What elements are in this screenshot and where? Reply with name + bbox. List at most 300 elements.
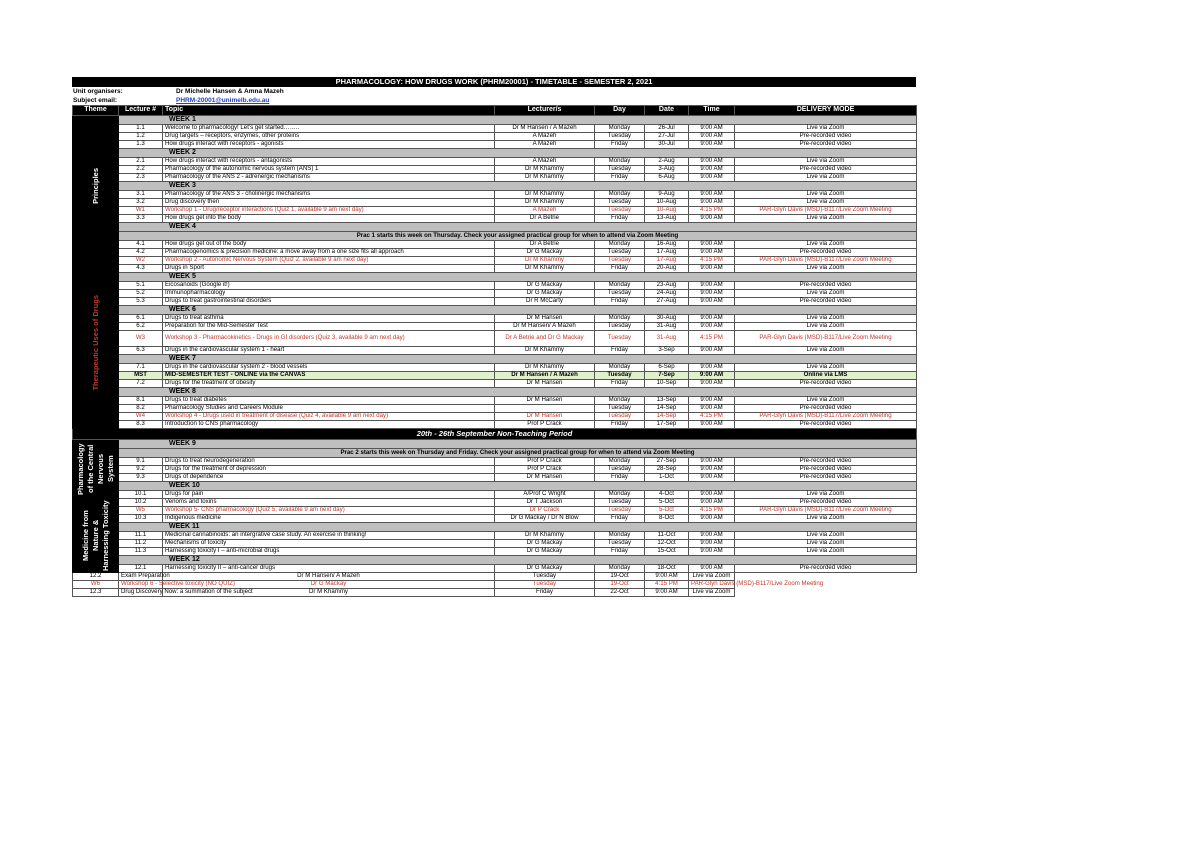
delivery-mode: Live via Zoom bbox=[735, 532, 917, 540]
lecture-number: 1.2 bbox=[119, 133, 163, 141]
lecture-number: 11.2 bbox=[119, 540, 163, 548]
lecturer: Dr M Hansen bbox=[495, 315, 595, 323]
day: Friday bbox=[595, 515, 645, 523]
topic: Pharmacology of the autonomic nervous system (ANS) 1 bbox=[163, 166, 495, 174]
day: Monday bbox=[595, 282, 645, 290]
day: Friday bbox=[595, 380, 645, 388]
time: 9:00 AM bbox=[689, 249, 735, 257]
delivery-mode: Live via Zoom bbox=[735, 174, 917, 182]
lecture-number: 6.1 bbox=[119, 315, 163, 323]
topic: Drugs in the cardiovascular system 1 - heart bbox=[163, 347, 495, 355]
time: 9:00 AM bbox=[689, 241, 735, 249]
lecturer: Dr G Mackay bbox=[495, 249, 595, 257]
time: 9:00 AM bbox=[689, 133, 735, 141]
lecture-row bbox=[73, 548, 917, 556]
day: Friday bbox=[595, 474, 645, 482]
time: 9:00 AM bbox=[689, 397, 735, 405]
topic: How drugs interact with receptors - agonists bbox=[163, 141, 495, 149]
delivery-mode: Pre-recorded video bbox=[735, 133, 917, 141]
delivery-mode: Live via Zoom bbox=[735, 199, 917, 207]
delivery-mode: Live via Zoom bbox=[735, 491, 917, 499]
topic: Harnessing toxicity I – anti-microbial drugs bbox=[163, 548, 495, 556]
day: Monday bbox=[595, 397, 645, 405]
delivery-mode: Pre-recorded video bbox=[735, 405, 917, 413]
day: Tuesday bbox=[595, 199, 645, 207]
lecture-number: 4.3 bbox=[119, 265, 163, 273]
lecture-row bbox=[73, 323, 917, 331]
delivery-mode: Pre-recorded video bbox=[735, 474, 917, 482]
week-label bbox=[119, 223, 917, 232]
theme-cell bbox=[73, 440, 119, 499]
lecturer: Prof P Crack bbox=[495, 421, 595, 429]
lecturer: Dr P Crack bbox=[495, 507, 595, 515]
delivery-mode: PAR-Glyn Davis (MSD)-B117/Live Zoom Meeting bbox=[735, 257, 917, 265]
time: 9:00 AM bbox=[689, 199, 735, 207]
topic: Workshop 6 - Selective toxicity (NO QUIZ) bbox=[119, 581, 163, 589]
day: Friday bbox=[595, 215, 645, 223]
delivery-mode: Pre-recorded video bbox=[735, 458, 917, 466]
day: Monday bbox=[595, 458, 645, 466]
date: 17-Aug bbox=[645, 249, 689, 257]
time: 9:00 AM bbox=[689, 499, 735, 507]
lecture-row bbox=[73, 515, 917, 523]
theme-label: Medicine from Nature & Harnessing Toxicity bbox=[80, 500, 110, 571]
time: 9:00 AM bbox=[689, 458, 735, 466]
lecture-number: 8.2 bbox=[119, 405, 163, 413]
theme-cell bbox=[73, 499, 119, 573]
email-label: Subject email: bbox=[73, 97, 118, 104]
col-lecturers: Lecturer/s bbox=[495, 106, 595, 116]
week-label bbox=[119, 306, 917, 315]
time: 9:00 AM bbox=[689, 380, 735, 388]
delivery-mode: Live via Zoom bbox=[735, 515, 917, 523]
day: Tuesday bbox=[595, 133, 645, 141]
lecture-row bbox=[73, 565, 917, 573]
delivery-mode: Pre-recorded video bbox=[735, 166, 917, 174]
lecture-number: W2 bbox=[119, 257, 163, 265]
day: Tuesday bbox=[595, 466, 645, 474]
time: 9:00 AM bbox=[689, 215, 735, 223]
lecturer: A Mazeh bbox=[495, 141, 595, 149]
date: 3-Aug bbox=[645, 166, 689, 174]
date: 17-Aug bbox=[645, 257, 689, 265]
col-day: Day bbox=[595, 106, 645, 116]
date: 14-Sep bbox=[645, 405, 689, 413]
lecture-number: W3 bbox=[119, 331, 163, 347]
lecture-number: 1.1 bbox=[119, 125, 163, 133]
lecture-row bbox=[73, 380, 917, 388]
day: Tuesday bbox=[495, 573, 595, 581]
delivery-mode: Pre-recorded video bbox=[735, 141, 917, 149]
delivery-mode: Live via Zoom bbox=[689, 573, 735, 581]
day: Friday bbox=[595, 298, 645, 306]
time: 9:00 AM bbox=[689, 323, 735, 331]
lecturer: A Mazeh bbox=[495, 158, 595, 166]
lecturer: A Mazeh bbox=[495, 133, 595, 141]
day: Tuesday bbox=[595, 372, 645, 380]
delivery-mode: Live via Zoom bbox=[735, 315, 917, 323]
date: 19-Oct bbox=[595, 581, 645, 589]
lecturer: Dr M Hansen bbox=[495, 380, 595, 388]
time: 9:00 AM bbox=[689, 125, 735, 133]
date: 10-Sep bbox=[645, 380, 689, 388]
date: 7-Sep bbox=[645, 372, 689, 380]
lecturer: A Mazeh bbox=[495, 207, 595, 215]
topic: Workshop 3 - Pharmacokinetics - Drugs in GI disorders (Quiz 3, available 9 am next day) bbox=[163, 331, 495, 347]
organisers-value: Dr Michelle Hansen & Amna Mazeh bbox=[176, 88, 284, 95]
delivery-mode: Live via Zoom bbox=[735, 215, 917, 223]
week-row bbox=[73, 306, 917, 315]
date: 1-Oct bbox=[645, 474, 689, 482]
delivery-mode: Live via Zoom bbox=[735, 290, 917, 298]
topic: Drugs for the treatment of depression bbox=[163, 466, 495, 474]
time: 9:00 AM bbox=[689, 315, 735, 323]
time: 4:15 PM bbox=[645, 581, 689, 589]
lecture-number: 3.1 bbox=[119, 191, 163, 199]
time: 4:15 PM bbox=[689, 207, 735, 215]
lecturer: Dr A Betrie bbox=[495, 241, 595, 249]
delivery-mode: Live via Zoom bbox=[735, 540, 917, 548]
topic: Drugs to treat neurodegeneration bbox=[163, 458, 495, 466]
day: Monday bbox=[595, 565, 645, 573]
prac-banner-row bbox=[73, 449, 917, 458]
time: 9:00 AM bbox=[689, 372, 735, 380]
time: 9:00 AM bbox=[689, 290, 735, 298]
day: Tuesday bbox=[595, 540, 645, 548]
lecture-number: 5.1 bbox=[119, 282, 163, 290]
date: 9-Aug bbox=[645, 191, 689, 199]
lecture-number: 2.1 bbox=[119, 158, 163, 166]
delivery-mode: Pre-recorded video bbox=[735, 466, 917, 474]
date: 13-Sep bbox=[645, 397, 689, 405]
day: Tuesday bbox=[595, 499, 645, 507]
lecture-number: 6.2 bbox=[119, 323, 163, 331]
day: Monday bbox=[595, 491, 645, 499]
lecture-number: 11.3 bbox=[119, 548, 163, 556]
date: 31-Aug bbox=[645, 323, 689, 331]
date: 2-Aug bbox=[645, 158, 689, 166]
lecturer: Dr M Khammy bbox=[495, 347, 595, 355]
date: 27-Jul bbox=[645, 133, 689, 141]
topic: How drugs get into the body bbox=[163, 215, 495, 223]
week-label-text: WEEK 5 bbox=[169, 272, 196, 280]
lecturer: Dr M Khammy bbox=[495, 364, 595, 372]
date: 10-Aug bbox=[645, 207, 689, 215]
time: 9:00 AM bbox=[689, 174, 735, 182]
week-label bbox=[119, 482, 917, 491]
delivery-mode: Pre-recorded video bbox=[735, 499, 917, 507]
lecture-row bbox=[73, 215, 917, 223]
lecturer: Dr G Mackay bbox=[495, 548, 595, 556]
topic: Immunopharmacology bbox=[163, 290, 495, 298]
delivery-mode: Live via Zoom bbox=[735, 347, 917, 355]
header-row bbox=[73, 106, 917, 116]
date: 18-Oct bbox=[645, 565, 689, 573]
delivery-mode: Live via Zoom bbox=[735, 323, 917, 331]
time: 9:00 AM bbox=[689, 141, 735, 149]
topic: How drugs get out of the body bbox=[163, 241, 495, 249]
lecture-row bbox=[73, 347, 917, 355]
topic: MID-SEMESTER TEST - ONLINE via the CANVAS bbox=[163, 372, 495, 380]
lecturer: Dr A Betrie bbox=[495, 215, 595, 223]
week-row bbox=[73, 116, 917, 125]
delivery-mode: Live via Zoom bbox=[735, 241, 917, 249]
lecture-row bbox=[73, 421, 917, 429]
lecture-row bbox=[73, 141, 917, 149]
lecture-number: 2.2 bbox=[119, 166, 163, 174]
day: Tuesday bbox=[495, 581, 595, 589]
lecturer: Dr G Mackay / Dr N Blow bbox=[495, 515, 595, 523]
date: 6-Aug bbox=[645, 174, 689, 182]
workshop-row bbox=[73, 331, 917, 347]
lecturer: Dr G Mackay bbox=[495, 540, 595, 548]
topic: Workshop 5- CNS pharmacology (Quiz 5, available 9 am next day) bbox=[163, 507, 495, 515]
col-theme: Theme bbox=[73, 106, 119, 116]
topic: Introduction to CNS pharmacology bbox=[163, 421, 495, 429]
date: 16-Aug bbox=[645, 241, 689, 249]
week-row bbox=[73, 440, 917, 449]
week-row bbox=[73, 149, 917, 158]
topic: Drugs to treat gastrointestinal disorders bbox=[163, 298, 495, 306]
day: Monday bbox=[595, 364, 645, 372]
delivery-mode: Live via Zoom bbox=[735, 191, 917, 199]
lecturer: Dr M Hansen bbox=[495, 413, 595, 421]
delivery-mode: Live via Zoom bbox=[735, 364, 917, 372]
day: Tuesday bbox=[595, 331, 645, 347]
lecture-number: 9.1 bbox=[119, 458, 163, 466]
week-label-text: WEEK 3 bbox=[169, 181, 196, 189]
week-row bbox=[73, 355, 917, 364]
week-label bbox=[119, 182, 917, 191]
lecturer: Dr G Mackay bbox=[163, 581, 495, 589]
time: 9:00 AM bbox=[689, 466, 735, 474]
delivery-mode: Live via Zoom bbox=[735, 265, 917, 273]
topic: Drug targets – receptors, enzymes, other proteins bbox=[163, 133, 495, 141]
prac-banner-row bbox=[73, 232, 917, 241]
date: 11-Oct bbox=[645, 532, 689, 540]
delivery-mode: Live via Zoom bbox=[735, 548, 917, 556]
week-label-text: WEEK 11 bbox=[169, 522, 200, 530]
topic: Workshop 1 - Drug/receptor interactions (Quiz 1, available 9 am next day) bbox=[163, 207, 495, 215]
week-row bbox=[73, 556, 917, 565]
time: 4:15 PM bbox=[689, 507, 735, 515]
delivery-mode: Online via LMS bbox=[735, 372, 917, 380]
date: 17-Sep bbox=[645, 421, 689, 429]
week-row bbox=[73, 273, 917, 282]
day: Friday bbox=[595, 265, 645, 273]
week-label-text: WEEK 10 bbox=[169, 481, 200, 489]
week-label bbox=[119, 116, 917, 125]
week-row bbox=[73, 482, 917, 491]
lecture-number: MST bbox=[119, 372, 163, 380]
lecturer: Dr G Mackay bbox=[495, 282, 595, 290]
day: Tuesday bbox=[595, 507, 645, 515]
lecture-number: 4.1 bbox=[119, 241, 163, 249]
week-label-text: WEEK 6 bbox=[169, 305, 196, 313]
time: 9:00 AM bbox=[689, 347, 735, 355]
col-lecture: Lecture # bbox=[119, 106, 163, 116]
prac-banner: Prac 1 starts this week on Thursday. Check your assigned practical group for when to attend via Zoom Meeting bbox=[119, 232, 917, 241]
topic: Venoms and toxins bbox=[163, 499, 495, 507]
week-label-text: WEEK 4 bbox=[169, 222, 196, 230]
topic: Welcome to pharmacology! Let’s get started…….. bbox=[163, 125, 495, 133]
topic: Eicosanoids (Google it!) bbox=[163, 282, 495, 290]
day: Friday bbox=[595, 421, 645, 429]
organisers-row bbox=[72, 87, 916, 96]
day: Tuesday bbox=[595, 323, 645, 331]
delivery-mode: Live via Zoom bbox=[689, 589, 735, 597]
topic: Medicinal cannabinoids: an intergrative case study. An exercise in thinking! bbox=[163, 532, 495, 540]
lecture-row bbox=[73, 265, 917, 273]
date: 22-Oct bbox=[595, 589, 645, 597]
lecture-number: 9.2 bbox=[119, 466, 163, 474]
time: 9:00 AM bbox=[689, 548, 735, 556]
time: 4:15 PM bbox=[689, 331, 735, 347]
delivery-mode: Pre-recorded video bbox=[735, 565, 917, 573]
delivery-mode: Pre-recorded video bbox=[735, 380, 917, 388]
lecturer: Dr M Hansen bbox=[495, 474, 595, 482]
lecture-number: 6.3 bbox=[119, 347, 163, 355]
theme-label: Pharmacology of the Central Nervous System bbox=[75, 443, 115, 495]
topic: Drug discovery then bbox=[163, 199, 495, 207]
delivery-mode: Live via Zoom bbox=[735, 397, 917, 405]
day: Tuesday bbox=[595, 249, 645, 257]
delivery-mode: Live via Zoom bbox=[735, 158, 917, 166]
time: 4:15 PM bbox=[689, 257, 735, 265]
topic: Pharmacology of the ANS 2 - adrenergic mechanisms bbox=[163, 174, 495, 182]
day: Monday bbox=[595, 191, 645, 199]
lecturer: Prof P Crack bbox=[495, 458, 595, 466]
col-mode: DELIVERY MODE bbox=[735, 106, 917, 116]
topic: Pharmacology Studies and Careers Module bbox=[163, 405, 495, 413]
date: 13-Aug bbox=[645, 215, 689, 223]
time: 9:00 AM bbox=[689, 364, 735, 372]
week-label bbox=[119, 440, 917, 449]
theme-cell bbox=[73, 257, 119, 429]
lecturer: Dr M Khammy bbox=[495, 265, 595, 273]
lecture-number: 10.1 bbox=[119, 491, 163, 499]
time: 4:15 PM bbox=[689, 413, 735, 421]
week-label-text: WEEK 12 bbox=[169, 555, 200, 563]
week-label bbox=[119, 355, 917, 364]
lecturer: Dr R McCarty bbox=[495, 298, 595, 306]
lecturer: Dr M Khammy bbox=[495, 257, 595, 265]
time: 9:00 AM bbox=[689, 405, 735, 413]
lecture-number: W5 bbox=[119, 507, 163, 515]
lecture-row bbox=[73, 298, 917, 306]
topic: Pharmacogenomics & precision medicine: a move away from a one size fits all approach bbox=[163, 249, 495, 257]
topic: Drugs in Sport bbox=[163, 265, 495, 273]
organisers-label: Unit organisers: bbox=[73, 88, 123, 95]
day: Tuesday bbox=[595, 405, 645, 413]
date: 30-Aug bbox=[645, 315, 689, 323]
day: Friday bbox=[595, 548, 645, 556]
lecturer: Dr M Hansen / A Mazeh bbox=[495, 125, 595, 133]
week-row bbox=[73, 182, 917, 191]
time: 9:00 AM bbox=[689, 540, 735, 548]
date: 14-Sep bbox=[645, 413, 689, 421]
subject-email-link[interactable]: PHRM-20001@unimelb.edu.au bbox=[176, 97, 270, 104]
lecture-number: 3.2 bbox=[119, 199, 163, 207]
lecturer: Dr M Hansen bbox=[495, 397, 595, 405]
delivery-mode: PAR-Glyn Davis (MSD)-B117/Live Zoom Meeting bbox=[689, 581, 735, 589]
time: 9:00 AM bbox=[689, 298, 735, 306]
date: 30-Jul bbox=[645, 141, 689, 149]
day: Monday bbox=[595, 158, 645, 166]
time: 9:00 AM bbox=[689, 421, 735, 429]
lecture-number: 12.3 bbox=[73, 589, 119, 597]
week-label bbox=[119, 273, 917, 282]
topic: Preparation for the Mid-Semester Test bbox=[163, 323, 495, 331]
delivery-mode: Pre-recorded video bbox=[735, 298, 917, 306]
lecturer: Dr M Khammy bbox=[163, 589, 495, 597]
week-row bbox=[73, 388, 917, 397]
lecture-number: 10.3 bbox=[119, 515, 163, 523]
date: 12-Oct bbox=[645, 540, 689, 548]
time: 9:00 AM bbox=[689, 282, 735, 290]
date: 5-Oct bbox=[645, 507, 689, 515]
timetable-table bbox=[72, 105, 917, 597]
lecture-number: 4.2 bbox=[119, 249, 163, 257]
date: 28-Sep bbox=[645, 466, 689, 474]
lecturer: Dr M Hansen / A Mazeh bbox=[495, 372, 595, 380]
topic: Workshop 4 - Drugs used in treatment of disease (Quiz 4, available 9 am next day) bbox=[163, 413, 495, 421]
time: 9:00 AM bbox=[689, 474, 735, 482]
lecture-number: 8.1 bbox=[119, 397, 163, 405]
week-label-text: WEEK 1 bbox=[169, 115, 196, 123]
non-teaching-row bbox=[73, 429, 917, 440]
week-label-text: WEEK 8 bbox=[169, 387, 196, 395]
day: Tuesday bbox=[595, 290, 645, 298]
lecture-number: 3.3 bbox=[119, 215, 163, 223]
day: Friday bbox=[595, 347, 645, 355]
week-label-text: WEEK 7 bbox=[169, 354, 196, 362]
day: Friday bbox=[595, 174, 645, 182]
date: 3-Sep bbox=[645, 347, 689, 355]
time: 9:00 AM bbox=[689, 191, 735, 199]
date: 20-Aug bbox=[645, 265, 689, 273]
delivery-mode: Pre-recorded video bbox=[735, 282, 917, 290]
day: Tuesday bbox=[595, 166, 645, 174]
day: Monday bbox=[595, 125, 645, 133]
lecturer: Dr M Khammy bbox=[495, 191, 595, 199]
day: Friday bbox=[595, 141, 645, 149]
timetable-sheet bbox=[72, 77, 916, 597]
day: Monday bbox=[595, 315, 645, 323]
topic: Pharmacology of the ANS 3 - cholinergic mechanisms bbox=[163, 191, 495, 199]
topic: Drugs in the cardiovascular system 2 - blood vessels bbox=[163, 364, 495, 372]
delivery-mode: PAR-Glyn Davis (MSD)-B117/Live Zoom Meeting bbox=[735, 507, 917, 515]
email-row bbox=[72, 96, 916, 105]
delivery-mode: PAR-Glyn Davis (MSD)-B117/Live Zoom Meeting bbox=[735, 331, 917, 347]
lecturer: Dr A Betrie and Dr G Mackay bbox=[495, 331, 595, 347]
time: 9:00 AM bbox=[689, 515, 735, 523]
time: 9:00 AM bbox=[689, 265, 735, 273]
topic: Harnessing toxicity II – anti-cancer drugs bbox=[163, 565, 495, 573]
lecture-number: 1.3 bbox=[119, 141, 163, 149]
lecturer: Dr M Khammy bbox=[495, 199, 595, 207]
lecture-number: 10.2 bbox=[119, 499, 163, 507]
non-teaching-period: 20th - 26th September Non-Teaching Period bbox=[73, 429, 917, 440]
time: 9:00 AM bbox=[645, 573, 689, 581]
lecture-number: 5.3 bbox=[119, 298, 163, 306]
time: 9:00 AM bbox=[689, 166, 735, 174]
topic: Drugs of dependence bbox=[163, 474, 495, 482]
lecture-row bbox=[73, 474, 917, 482]
lecture-number: 11.1 bbox=[119, 532, 163, 540]
lecturer: Dr T Jackson bbox=[495, 499, 595, 507]
week-label-text: WEEK 2 bbox=[169, 148, 196, 156]
